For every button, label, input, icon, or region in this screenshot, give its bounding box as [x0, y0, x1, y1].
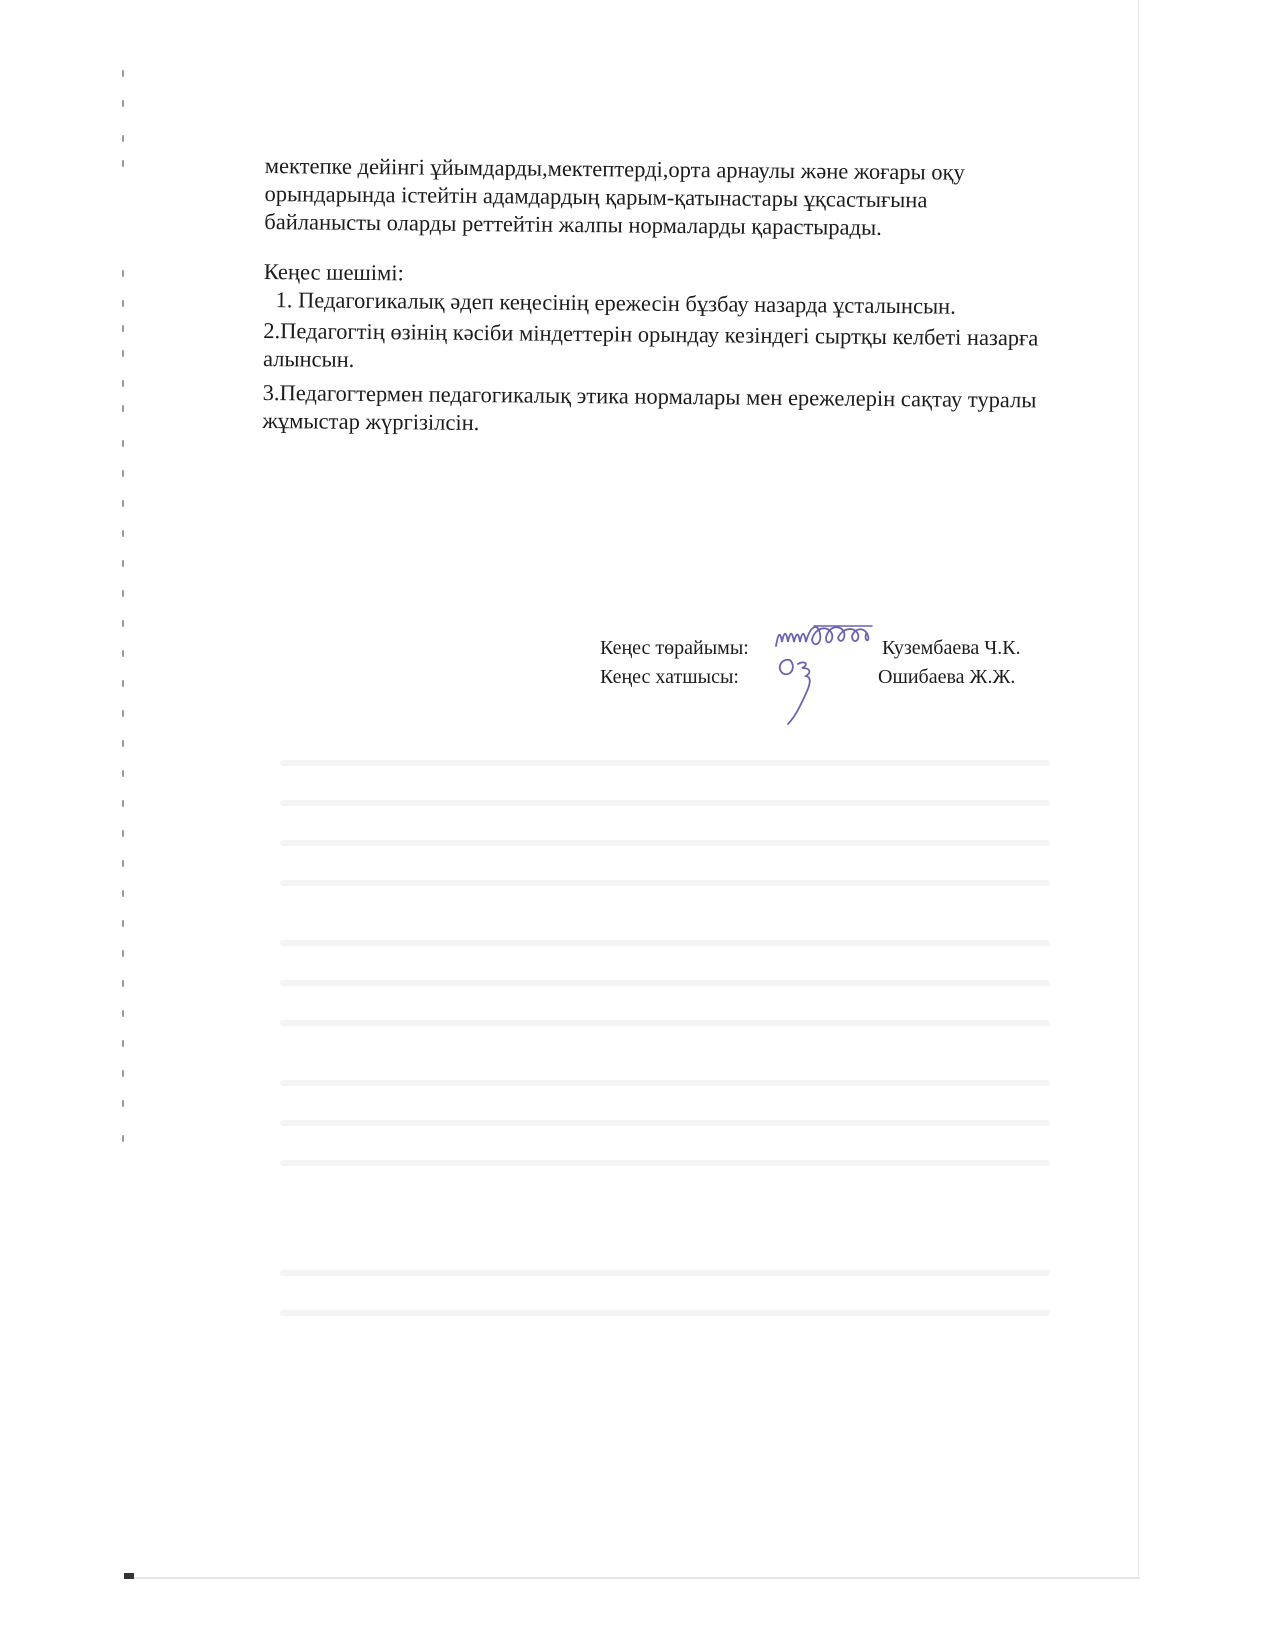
intro-line: орындарында істейтін адамдардың қарым-қатынастары ұқсастығына: [264, 180, 928, 213]
document-body: [262, 152, 1085, 443]
decision-item: 1. Педагогикалық әдеп кеңесінің ережесін бұзбау назарда ұсталынсын.: [275, 287, 956, 319]
signature-block: [600, 634, 1040, 692]
corner-mark: [124, 1573, 134, 1579]
chair-signature-row: [600, 634, 1040, 663]
intro-line: байланысты оларды реттейтін жалпы нормаларды қарастырады.: [264, 208, 882, 240]
decision-item: 2.Педагогтің өзінің кәсіби міндеттерін орындау кезіндегі сыртқы келбеті назарға алынсын.: [262, 317, 1039, 372]
sheet-edge: [1138, 0, 1139, 1580]
secretary-name: Ошибаева Ж.Ж.: [878, 666, 1016, 688]
decision-item: 3.Педагогтермен педагогикалық этика нормалары мен ережелерін сақтау туралы жұмыстар жүргізілсін.: [262, 379, 1037, 436]
secretary-label: Кеңес хатшысы:: [600, 666, 739, 688]
secretary-signature-row: [600, 663, 1040, 692]
intro-line: мектепке дейінгі ұйымдарды,мектептерді,орта арнаулы және жоғары оқу: [264, 152, 965, 185]
chair-name: Кузембаева Ч.К.: [882, 637, 1021, 659]
decision-heading: Кеңес шешімі:: [263, 258, 404, 286]
binding-hole-marks: [118, 60, 132, 1200]
chair-label: Кеңес төрайымы:: [600, 637, 749, 659]
sheet-edge: [128, 1577, 1140, 1579]
